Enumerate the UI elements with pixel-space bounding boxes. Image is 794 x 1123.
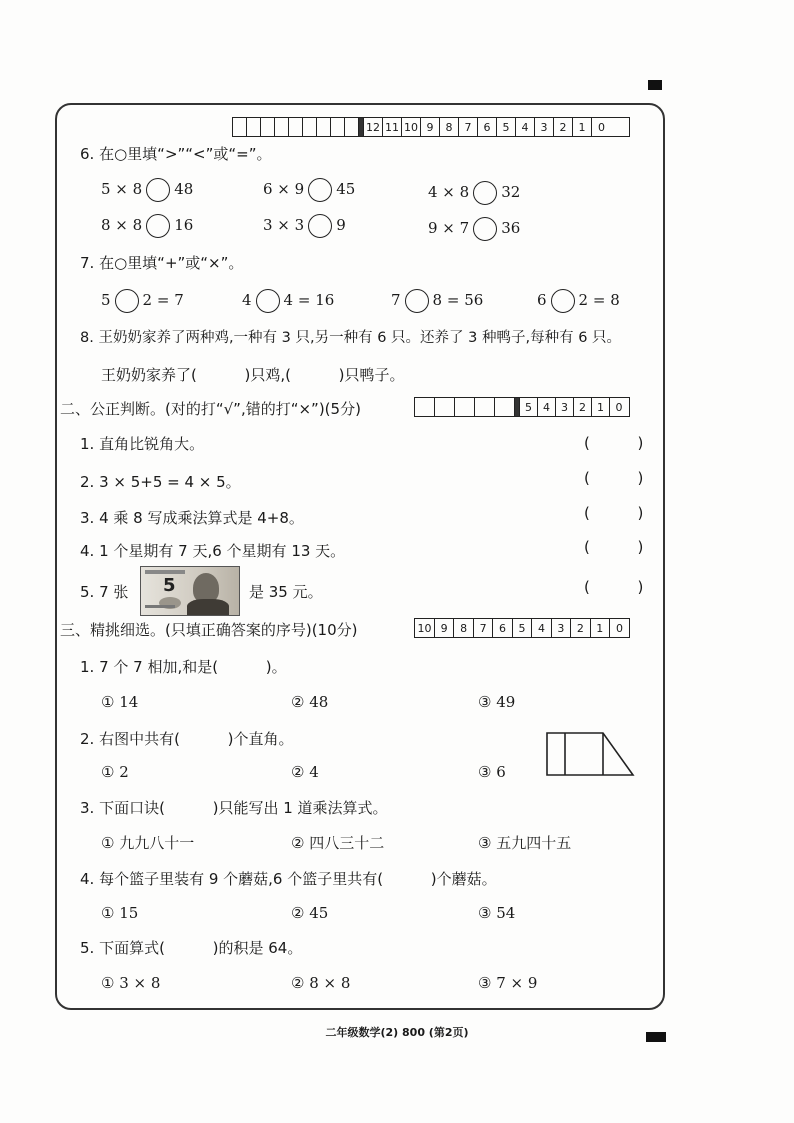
q6-item <box>263 178 355 202</box>
value: 48 <box>174 180 194 198</box>
value: 16 <box>174 216 194 234</box>
score-number: 8 <box>454 619 473 637</box>
q6-item <box>428 217 520 241</box>
score-number: 5 <box>520 398 538 416</box>
q7-item <box>537 289 620 313</box>
judge-answer-paren[interactable]: ( ) <box>584 504 644 522</box>
answer-circle[interactable] <box>551 289 575 313</box>
score-number: 0 <box>616 621 623 635</box>
value: 36 <box>501 219 521 237</box>
answer-circle[interactable] <box>256 289 280 313</box>
score-blank-cell <box>455 398 475 416</box>
score-number: 3 <box>552 619 571 637</box>
answer-circle[interactable] <box>473 217 497 241</box>
score-number: 0 <box>615 400 623 414</box>
banknote-denomination: 5 <box>163 575 176 596</box>
choice-option[interactable]: ② 8 × 8 <box>291 974 351 992</box>
expression: 3 × 3 <box>263 216 305 234</box>
choice-option[interactable]: ① 2 <box>101 763 129 781</box>
score-blank-cell <box>495 398 515 416</box>
choice-option[interactable]: ② 45 <box>291 904 329 922</box>
operand: 4 <box>242 291 252 309</box>
q7-item <box>101 289 184 313</box>
choice-question-1: 1. 7 个 7 相加,和是( )。 <box>80 658 287 676</box>
choice-question-4: 4. 每个篮子里装有 9 个蘑菇,6 个篮子里共有( )个蘑菇。 <box>80 870 497 888</box>
operand: 7 <box>391 291 401 309</box>
choice-option[interactable]: ③ 6 <box>478 763 506 781</box>
score-number: 6 <box>478 118 497 136</box>
q7-item <box>391 289 483 313</box>
value: 32 <box>501 183 521 201</box>
score-number: 4 <box>538 398 556 416</box>
score-blank-cell <box>415 398 435 416</box>
choice-option[interactable]: ② 48 <box>291 693 329 711</box>
question-6-title: 6. 在○里填“>”“<”或“=”。 <box>80 145 272 163</box>
choice-option[interactable]: ③ 7 × 9 <box>478 974 538 992</box>
score-number: 8 <box>440 118 459 136</box>
score-number: 1 <box>591 619 610 637</box>
judge-item-3: 3. 4 乘 8 写成乘法算式是 4+8。 <box>80 509 304 527</box>
score-number: 2 <box>574 398 592 416</box>
operand: 5 <box>101 291 111 309</box>
choice-option[interactable]: ③ 49 <box>478 693 516 711</box>
score-number: 1 <box>573 118 592 136</box>
score-number: 9 <box>421 118 440 136</box>
score-number: 10 <box>415 619 435 637</box>
score-bar-top <box>232 117 630 137</box>
page-footer: 二年级数学(2) 800 (第2页) <box>325 1026 469 1039</box>
judge-item-2: 2. 3 × 5+5 = 4 × 5。 <box>80 473 241 491</box>
operand-result: 2 = 7 <box>142 291 184 309</box>
score-bar-section-2 <box>414 397 630 417</box>
judge-item-5-prefix: 5. 7 张 <box>80 583 129 601</box>
judge-item-5-suffix: 是 35 元。 <box>249 583 323 601</box>
expression: 8 × 8 <box>101 216 143 234</box>
score-number: 3 <box>556 398 574 416</box>
q6-item <box>428 181 520 205</box>
score-blank-cell <box>247 118 261 136</box>
q7-item <box>242 289 334 313</box>
choice-option[interactable]: ① 15 <box>101 904 139 922</box>
choice-option[interactable]: ① 14 <box>101 693 139 711</box>
score-blank-cell <box>435 398 455 416</box>
choice-option[interactable]: ③ 五九四十五 <box>478 834 572 852</box>
score-number: 4 <box>532 619 551 637</box>
answer-circle[interactable] <box>115 289 139 313</box>
question-8-answer: 王奶奶家养了( )只鸡,( )只鸭子。 <box>101 366 405 384</box>
score-number: 7 <box>474 619 493 637</box>
score-blank-cell <box>317 118 331 136</box>
score-blank-cell <box>475 398 495 416</box>
expression: 6 × 9 <box>263 180 305 198</box>
answer-circle[interactable] <box>473 181 497 205</box>
score-number: 10 <box>402 118 421 136</box>
expression: 4 × 8 <box>428 183 470 201</box>
value: 9 <box>336 216 346 234</box>
choice-option[interactable]: ② 四八三十二 <box>291 834 385 852</box>
answer-circle[interactable] <box>146 214 170 238</box>
value: 45 <box>336 180 356 198</box>
answer-circle[interactable] <box>308 214 332 238</box>
judge-answer-paren[interactable]: ( ) <box>584 469 644 487</box>
score-blank-cell <box>331 118 345 136</box>
choice-option[interactable]: ① 3 × 8 <box>101 974 161 992</box>
section-2-title: 二、公正判断。(对的打“√”,错的打“×”)(5分) <box>60 400 361 418</box>
choice-question-2: 2. 右图中共有( )个直角。 <box>80 730 294 748</box>
score-number: 12 <box>364 118 383 136</box>
score-number: 1 <box>592 398 610 416</box>
choice-question-5: 5. 下面算式( )的积是 64。 <box>80 939 303 957</box>
score-number: 7 <box>459 118 478 136</box>
operand: 6 <box>537 291 547 309</box>
answer-circle[interactable] <box>405 289 429 313</box>
expression: 9 × 7 <box>428 219 470 237</box>
score-blank-cell <box>233 118 247 136</box>
operand-result: 2 = 8 <box>578 291 620 309</box>
operand-result: 8 = 56 <box>432 291 484 309</box>
operand-result: 4 = 16 <box>283 291 335 309</box>
score-blank-cell <box>345 118 359 136</box>
registration-mark-top <box>648 80 662 90</box>
judge-item-4: 4. 1 个星期有 7 天,6 个星期有 13 天。 <box>80 542 346 560</box>
score-number: 4 <box>516 118 535 136</box>
score-number: 2 <box>554 118 573 136</box>
question-7-title: 7. 在○里填“+”或“×”。 <box>80 254 244 272</box>
question-8-title: 8. 王奶奶家养了两种鸡,一种有 3 只,另一种有 6 只。还养了 3 种鸭子,每种有 6 只。 <box>80 330 622 346</box>
score-number: 3 <box>535 118 554 136</box>
q6-item <box>101 214 193 238</box>
score-number: 11 <box>383 118 402 136</box>
score-number: 2 <box>571 619 590 637</box>
score-number: 9 <box>435 619 454 637</box>
right-angle-figure <box>545 731 637 777</box>
score-bar-section-3 <box>414 618 630 638</box>
q6-item <box>101 178 193 202</box>
score-number: 0 <box>598 120 605 134</box>
judge-item-1: 1. 直角比锐角大。 <box>80 435 205 453</box>
judge-answer-paren[interactable]: ( ) <box>584 434 644 452</box>
q6-item <box>263 214 346 238</box>
expression: 5 × 8 <box>101 180 143 198</box>
score-blank-cell <box>303 118 317 136</box>
section-3-title: 三、精挑细选。(只填正确答案的序号)(10分) <box>60 621 358 639</box>
score-blank-cell <box>275 118 289 136</box>
choice-question-3: 3. 下面口诀( )只能写出 1 道乘法算式。 <box>80 799 388 817</box>
judge-answer-paren[interactable]: ( ) <box>584 538 644 556</box>
five-yuan-banknote-image <box>140 566 240 616</box>
answer-circle[interactable] <box>146 178 170 202</box>
score-number: 6 <box>493 619 512 637</box>
score-number: 5 <box>497 118 516 136</box>
score-number: 5 <box>513 619 532 637</box>
score-blank-cell <box>261 118 275 136</box>
choice-option[interactable]: ③ 54 <box>478 904 516 922</box>
choice-option[interactable]: ① 九九八十一 <box>101 834 195 852</box>
score-blank-cell <box>289 118 303 136</box>
judge-answer-paren[interactable]: ( ) <box>584 578 644 596</box>
answer-circle[interactable] <box>308 178 332 202</box>
choice-option[interactable]: ② 4 <box>291 763 319 781</box>
